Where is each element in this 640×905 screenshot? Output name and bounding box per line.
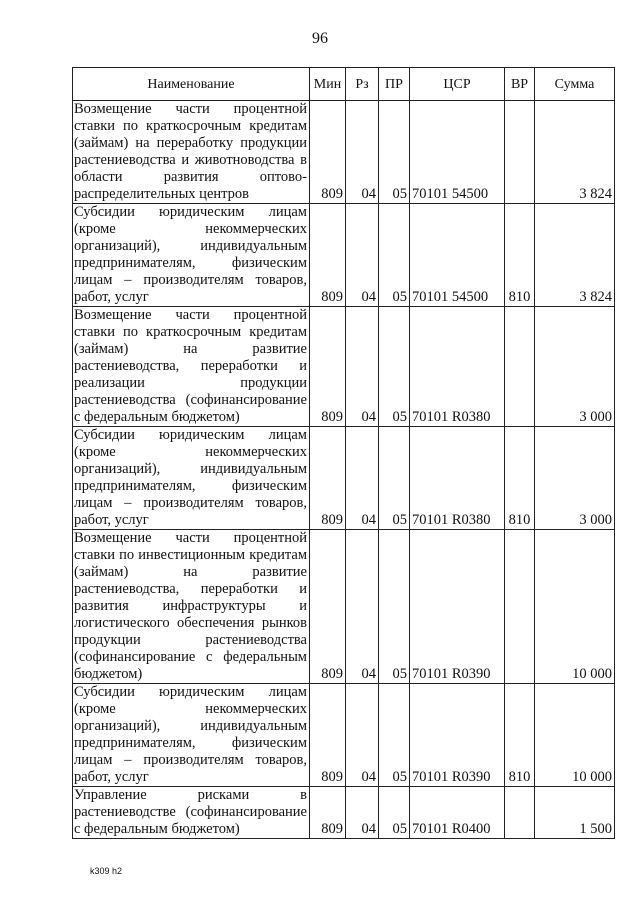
row-rz: 04 [346, 787, 379, 839]
row-name: Субсидии юридическим лицам (кроме некоммерческих организаций), индивидуальным предпринимателям, физическим лицам – производителям товаров, работ, услуг [73, 684, 310, 787]
row-min: 809 [310, 684, 346, 787]
table-row [73, 101, 615, 204]
row-pr: 05 [379, 684, 410, 787]
row-pr: 05 [379, 204, 410, 307]
row-csr: 70101 R0380 [410, 427, 505, 530]
row-csr: 70101 R0380 [410, 307, 505, 427]
row-min: 809 [310, 530, 346, 684]
row-rz: 04 [346, 427, 379, 530]
table-row [73, 684, 615, 787]
row-sum: 1 500 [535, 787, 615, 839]
row-sum: 3 000 [535, 427, 615, 530]
row-rz: 04 [346, 204, 379, 307]
row-sum: 3 824 [535, 204, 615, 307]
row-vr [505, 307, 535, 427]
column-header-pr: ПР [379, 68, 410, 101]
column-header-name: Наименование [73, 68, 310, 101]
table-row [73, 427, 615, 530]
row-sum: 3 824 [535, 101, 615, 204]
row-rz: 04 [346, 530, 379, 684]
table-row [73, 530, 615, 684]
table-row [73, 307, 615, 427]
column-header-sum: Сумма [535, 68, 615, 101]
row-csr: 70101 54500 [410, 101, 505, 204]
row-pr: 05 [379, 307, 410, 427]
row-pr: 05 [379, 101, 410, 204]
row-vr [505, 787, 535, 839]
row-rz: 04 [346, 684, 379, 787]
row-name: Возмещение части процентной ставки по краткосрочным кредитам (займам) на переработку продукции растениеводства и животноводства в области развития оптово-распределительных центров [73, 101, 310, 204]
row-sum: 3 000 [535, 307, 615, 427]
row-rz: 04 [346, 101, 379, 204]
page-number: 96 [312, 30, 328, 47]
table-row [73, 204, 615, 307]
row-csr: 70101 R0400 [410, 787, 505, 839]
row-name: Возмещение части процентной ставки по краткосрочным кредитам (займам) на развитие растениеводства, переработки и реализации продукции растениеводства (софинансирование с федеральным бюджетом) [73, 307, 310, 427]
row-sum: 10 000 [535, 684, 615, 787]
row-min: 809 [310, 787, 346, 839]
row-csr: 70101 R0390 [410, 530, 505, 684]
table-header-row [73, 68, 615, 101]
row-name: Управление рисками в растениеводстве (софинансирование с федеральным бюджетом) [73, 787, 310, 839]
row-min: 809 [310, 427, 346, 530]
column-header-vr: ВР [505, 68, 535, 101]
table-row [73, 787, 615, 839]
footer-code: k309 h2 [90, 866, 123, 876]
row-sum: 10 000 [535, 530, 615, 684]
row-vr [505, 530, 535, 684]
row-vr [505, 101, 535, 204]
row-pr: 05 [379, 787, 410, 839]
budget-table [72, 67, 615, 839]
column-header-min: Мин [310, 68, 346, 101]
row-name: Возмещение части процентной ставки по инвестиционным кредитам (займам) на развитие растениеводства, переработки и развития инфраструктуры и логистического обеспечения рынков продукции растениеводства (софинансирование с федеральным бюджетом) [73, 530, 310, 684]
row-vr: 810 [505, 427, 535, 530]
row-min: 809 [310, 101, 346, 204]
row-csr: 70101 R0390 [410, 684, 505, 787]
row-pr: 05 [379, 427, 410, 530]
row-rz: 04 [346, 307, 379, 427]
row-name: Субсидии юридическим лицам (кроме некоммерческих организаций), индивидуальным предпринимателям, физическим лицам – производителям товаров, работ, услуг [73, 427, 310, 530]
row-vr: 810 [505, 204, 535, 307]
column-header-csr: ЦСР [410, 68, 505, 101]
row-vr: 810 [505, 684, 535, 787]
row-min: 809 [310, 307, 346, 427]
row-csr: 70101 54500 [410, 204, 505, 307]
row-name: Субсидии юридическим лицам (кроме некоммерческих организаций), индивидуальным предпринимателям, физическим лицам – производителям товаров, работ, услуг [73, 204, 310, 307]
row-min: 809 [310, 204, 346, 307]
column-header-rz: Рз [346, 68, 379, 101]
row-pr: 05 [379, 530, 410, 684]
